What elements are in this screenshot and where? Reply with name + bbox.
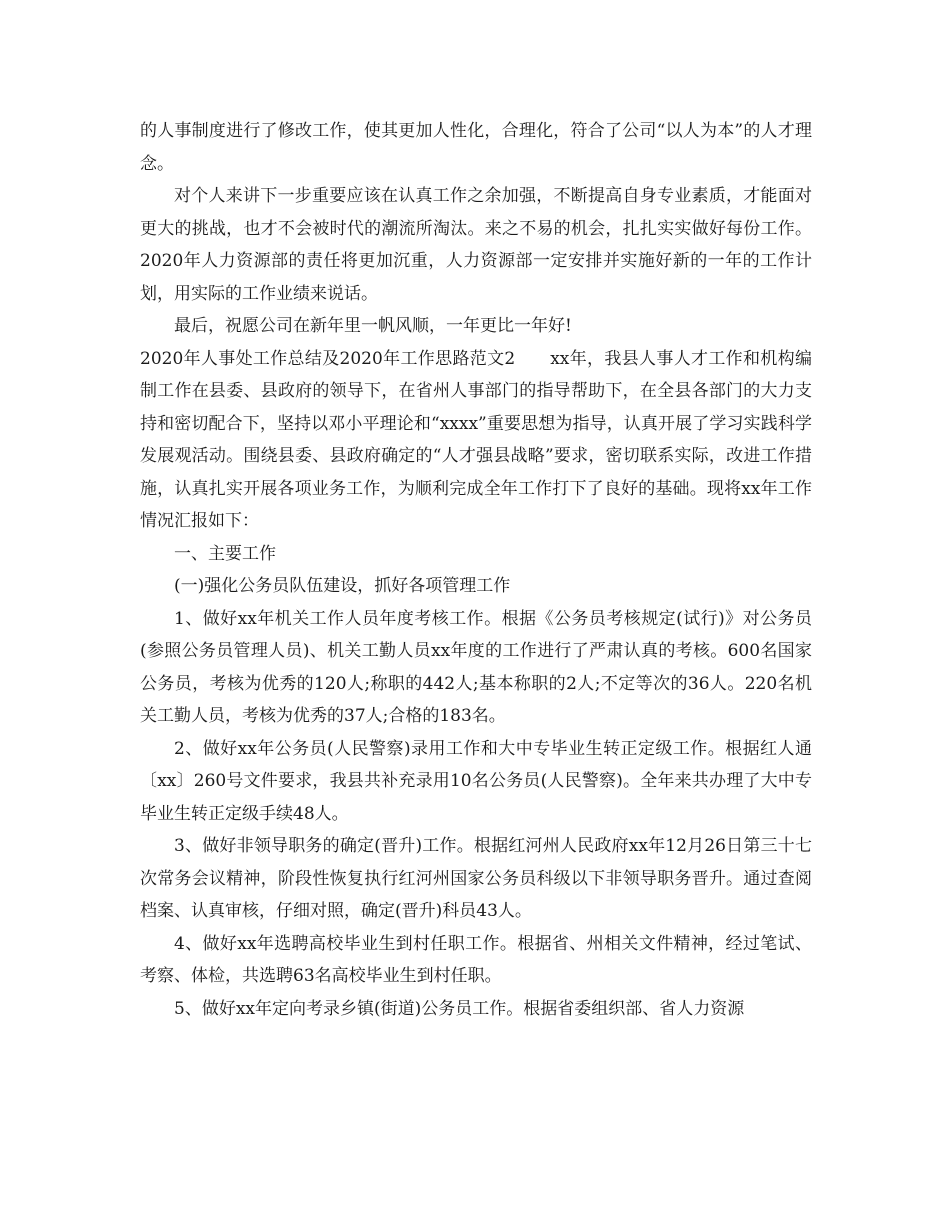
subsection-heading: (一)强化公务员队伍建设，抓好各项管理工作 bbox=[174, 576, 511, 596]
paragraph: 5、做好xx年定向考录乡镇(街道)公务员工作。根据省委组织部、省人力资源 bbox=[174, 998, 745, 1019]
document-body bbox=[140, 115, 812, 1025]
paragraph: 的人事制度进行了修改工作，使其更加人性化，合理化，符合了公司“以人为本”的人才理念。 bbox=[140, 121, 812, 174]
section-title-paragraph: 2020年人事处工作总结及2020年工作思路范文2 xx年，我县人事人才工作和机构编制工作在县委、县政府的领导下，在省州人事部门的指导帮助下，在全县各部门的大力支持和密切配合下，坚持以邓小平理论和“xxxx”重要思想为指导，认真开展了学习实践科学发展观活动。围绕县委、县政府确定的“人才强县战略”要求，密切联系实际，改进工作措施，认真扎实开展各项业务工作，为顺利完成全年工作打下了良好的基础。现将xx年工作情况汇报如下： bbox=[140, 348, 812, 531]
paragraph: 最后，祝愿公司在新年里一帆风顺，一年更比一年好! bbox=[174, 316, 572, 336]
section-heading: 一、主要工作 bbox=[174, 543, 276, 564]
paragraph: 2、做好xx年公务员(人民警察)录用工作和大中专毕业生转正定级工作。根据红人通〔xx〕260号文件要求，我县共补充录用10名公务员(人民警察)。全年来共办理了大中专毕业生转正定级手续48人。 bbox=[140, 738, 812, 824]
paragraph: 1、做好xx年机关工作人员年度考核工作。根据《公务员考核规定(试行)》对公务员(参照公务员管理人员)、机关工勤人员xx年度的工作进行了严肃认真的考核。600名国家公务员，考核为优秀的120人;称职的442人;基本称职的2人;不定等次的36人。220名机关工勤人员，考核为优秀的37人;合格的183名。 bbox=[140, 608, 812, 726]
paragraph: 3、做好非领导职务的确定(晋升)工作。根据红河州人民政府xx年12月26日第三十七次常务会议精神，阶段性恢复执行红河州国家公务员科级以下非领导职务晋升。通过查阅档案、认真审核，仔细对照，确定(晋升)科员43人。 bbox=[140, 836, 812, 921]
paragraph: 对个人来讲下一步重要应该在认真工作之余加强，不断提高自身专业素质，才能面对更大的挑战，也才不会被时代的潮流所淘汰。来之不易的机会，扎扎实实做好每份工作。2020年人力资源部的责任将更加沉重，人力资源部一定安排并实施好新的一年的工作计划，用实际的工作业绩来说话。 bbox=[140, 186, 812, 304]
paragraph: 4、做好xx年选聘高校毕业生到村任职工作。根据省、州相关文件精神，经过笔试、考察、体检，共选聘63名高校毕业生到村任职。 bbox=[140, 933, 812, 986]
